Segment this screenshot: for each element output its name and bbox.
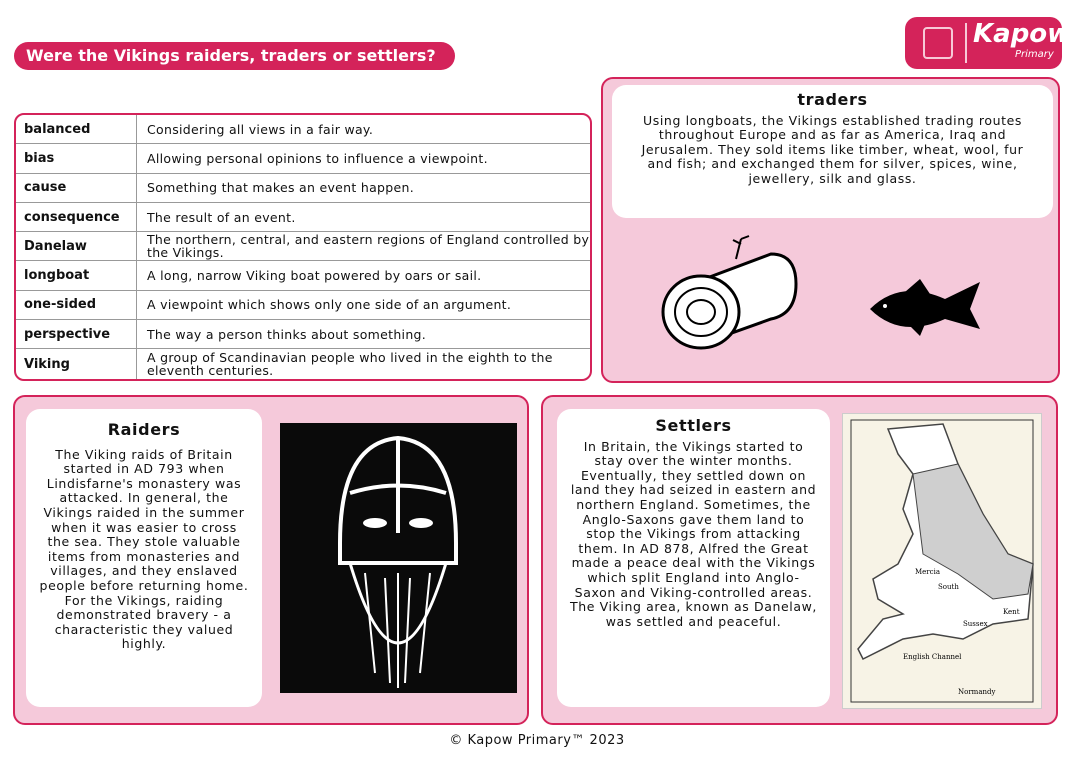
traders-panel [601, 77, 1060, 383]
vocab-row [16, 232, 590, 261]
map-label-sussex: Sussex [963, 620, 988, 628]
vocab-definition: A group of Scandinavian people who lived in the eighth to the eleventh centuries. [147, 350, 553, 379]
raiders-card [26, 409, 262, 707]
vocab-row [16, 115, 590, 144]
settlers-panel [541, 395, 1058, 725]
viking-woodcut-image [280, 423, 517, 693]
vocab-term: longboat [16, 261, 137, 289]
vocab-row [16, 261, 590, 290]
footer-copyright: © Kapow Primary™ 2023 [449, 733, 625, 748]
raiders-heading: Raiders [107, 420, 181, 439]
logo-divider [965, 23, 967, 63]
vocab-row [16, 291, 590, 320]
vocab-definition: The northern, central, and eastern regions of England controlled by the Vikings. [147, 232, 590, 261]
map-label-mercia: Mercia [915, 568, 940, 576]
vocab-term: one-sided [16, 291, 137, 319]
settlers-heading: Settlers [655, 416, 732, 435]
vocab-definition: The result of an event. [147, 209, 296, 225]
danelaw-map-image [842, 413, 1042, 709]
vocab-definition: Something that makes an event happen. [147, 180, 415, 196]
vocab-definition: Considering all views in a fair way. [147, 121, 374, 137]
vocab-row [16, 349, 590, 378]
map-label-channel: English Channel [903, 653, 962, 661]
raiders-panel [13, 395, 529, 725]
settlers-card [557, 409, 830, 707]
vocab-row [16, 174, 590, 203]
vocab-term: consequence [16, 203, 137, 231]
vocab-term: bias [16, 144, 137, 172]
map-label-normandy: Normandy [958, 688, 996, 696]
vocab-row [16, 203, 590, 232]
vocab-row [16, 320, 590, 349]
traders-text: Using longboats, the Vikings established trading routes throughout Europe and as far as America, Iraq and Jerusalem. They sold items like timber, wheat, wool, fur and fish; and exchanged them for silver, spices, wine, jewellery, silk and glass. [641, 112, 1024, 186]
vocab-term: perspective [16, 320, 137, 348]
vocab-term: cause [16, 174, 137, 202]
traders-heading: traders [797, 90, 868, 109]
fish-icon [865, 274, 985, 339]
traders-card [612, 85, 1053, 218]
settlers-text: In Britain, the Vikings started to stay over the winter months. Eventually, they settled down on land they had seized in eastern and northern England. Sometimes, the Anglo-Saxons gave them land to stop the Vikings from attacking them. In AD 878, Alfred the Great made a peace deal with the Vikings which split England into Anglo-Saxon and Viking-controlled areas. The Viking area, known as Danelaw, was settled and peaceful. [569, 438, 818, 629]
vocab-term: Viking [16, 349, 137, 378]
vocab-definition: Allowing personal opinions to influence a viewpoint. [147, 150, 488, 166]
raiders-text: The Viking raids of Britain started in AD 793 when Lindisfarne's monastery was attacked. In general, the Vikings raided in the summer when it was easier to cross the sea. They stole valuable items from monasteries and villages, and they enslaved people before returning home. For the Vikings, raiding demonstrated bravery - a characteristic they valued highly. [39, 446, 249, 652]
log-icon [661, 234, 806, 354]
scroll-quill-icon [923, 27, 953, 59]
vocab-row [16, 144, 590, 173]
logo-brand: Kapow [973, 19, 1072, 49]
kapow-logo [905, 17, 1072, 69]
map-label-south: South [938, 583, 959, 591]
vocabulary-table [14, 113, 592, 381]
vocab-definition: A long, narrow Viking boat powered by oars or sail. [147, 268, 482, 284]
vocab-definition: The way a person thinks about something. [147, 326, 427, 342]
vocab-term: Danelaw [16, 232, 137, 260]
vocab-term: balanced [16, 115, 137, 143]
page-title: Were the Vikings raiders, traders or settlers? [14, 42, 455, 70]
vocab-definition: A viewpoint which shows only one side of an argument. [147, 297, 512, 313]
map-label-kent: Kent [1003, 608, 1020, 616]
logo-sub: Primary [1015, 49, 1054, 60]
